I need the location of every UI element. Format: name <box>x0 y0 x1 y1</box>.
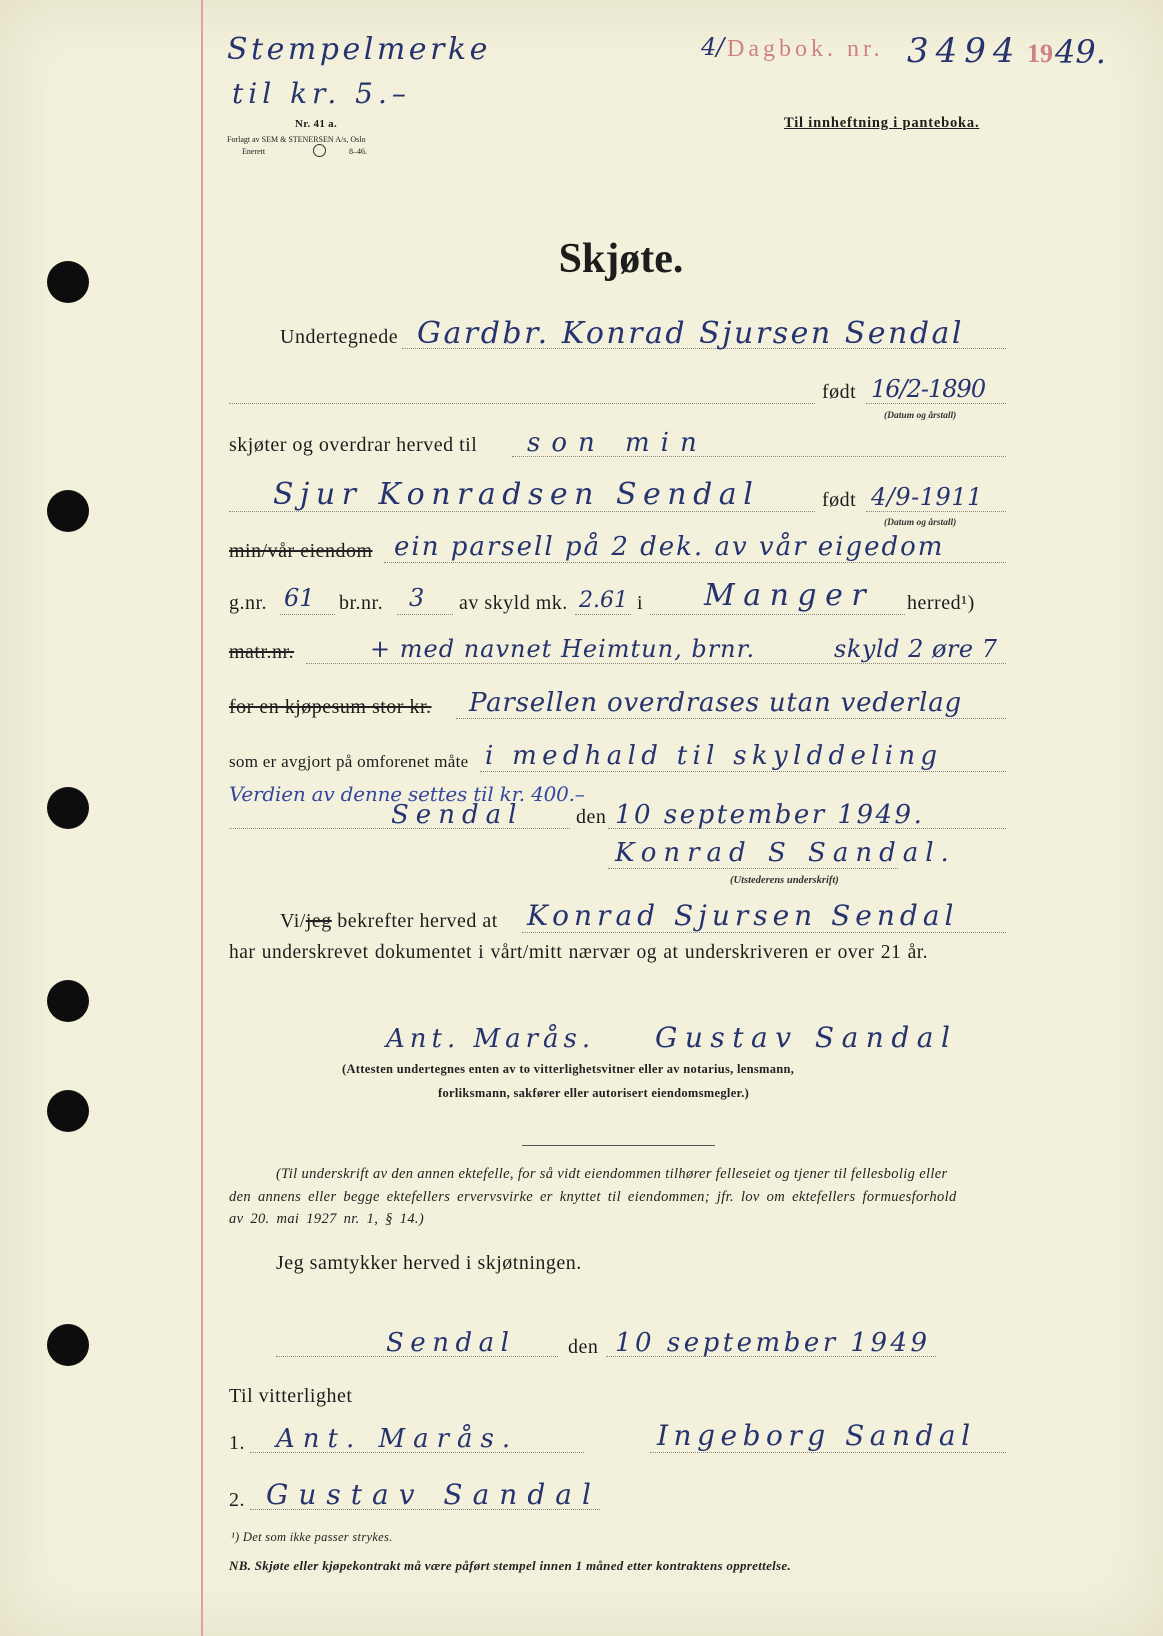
tax-label: av skyld mk. <box>459 592 568 614</box>
municipality: Manger <box>704 578 875 613</box>
stamp-note-line-1: Stempelmerke <box>227 32 491 67</box>
grantee-born-line <box>866 511 1006 512</box>
attestation-note-1: (Attesten undertegnes enten av to vitterlighetsvitner eller av notarius, lensmann, <box>342 1062 795 1076</box>
punch-hole <box>47 261 89 303</box>
execution-place: Sendal <box>391 800 524 830</box>
spouse-consent-text: Jeg samtykker herved i skjøtningen. <box>276 1252 582 1274</box>
journal-label: Dagbok. nr. <box>727 36 884 62</box>
municipality-line <box>650 614 905 615</box>
footnote-nb: NB. Skjøte eller kjøpekontrakt må være påført stempel innen 1 måned etter kontraktens opprettelse. <box>229 1558 792 1573</box>
settlement-label: som er avgjort på omforenet måte <box>229 752 469 771</box>
property-line <box>384 562 1006 563</box>
attestation-confirm: bekrefter herved at <box>331 910 498 932</box>
spouse-instruction-2: den annens eller begge ektefellers ervervsvirke er knyttet til eiendommen; jfr. lov om ektefellers formuesforhold <box>229 1189 957 1205</box>
journal-mark: 4/ <box>701 33 725 61</box>
brnr-label: br.nr. <box>339 592 384 614</box>
price-value: Parsellen overdrases utan vederlag <box>469 688 962 718</box>
stamp-note-line-2: til kr. 5.– <box>232 77 411 110</box>
page-title: Skjøte. <box>558 236 684 282</box>
grantor-name: Gardbr. Konrad Sjursen Sendal <box>417 316 965 351</box>
binding-note: Til innheftning i panteboka. <box>784 115 980 131</box>
settlement-valuation: Verdien av denne settes til kr. 400.– <box>229 782 585 806</box>
issuer-signature-label: (Utstederens underskrift) <box>730 875 839 886</box>
spouse-signature: Ingeborg Sandal <box>657 1419 976 1452</box>
gnr-value: 61 <box>284 584 315 612</box>
margin-rule <box>201 0 203 1636</box>
property-description: ein parsell på 2 dek. av vår eigedom <box>394 532 945 562</box>
punch-hole <box>47 490 89 532</box>
issuer-signature-line <box>608 868 898 869</box>
attestation-witness-2: Gustav Sandal <box>655 1021 958 1054</box>
brnr-line <box>397 614 453 615</box>
grantee-name: Sjur Konradsen Sendal <box>273 477 760 512</box>
punch-hole <box>47 787 89 829</box>
witness-heading: Til vitterlighet <box>229 1385 353 1407</box>
witness-1-signature: Ant. Marås. <box>276 1424 519 1454</box>
journal-number: 3494 <box>907 31 1022 71</box>
execution-den-label: den <box>576 806 607 828</box>
spouse-date: 10 september 1949 <box>615 1328 931 1358</box>
execution-date: 10 september 1949. <box>615 800 925 830</box>
punch-hole <box>47 1324 89 1366</box>
spouse-instruction-3: av 20. mai 1927 nr. 1, § 14.) <box>229 1211 425 1227</box>
attestation-we: Vi/ <box>280 910 306 932</box>
grantor-date-hint: (Datum og årstall) <box>884 411 957 421</box>
publisher: Forlagt av SEM & STENERSEN A/s, Oslo <box>227 135 366 144</box>
price-line <box>456 718 1006 719</box>
matr-tax: skyld 2 øre 7 <box>834 635 998 663</box>
matr-line <box>306 663 1006 664</box>
grantee-born-label: født <box>822 489 857 511</box>
attestation-label <box>280 911 498 931</box>
journal-year-printed: 19 <box>1027 39 1053 68</box>
tax-value: 2.61 <box>579 588 628 613</box>
matr-value: + med navnet Heimtun, brnr. <box>370 635 756 663</box>
witness-2-signature: Gustav Sandal <box>266 1478 601 1511</box>
spouse-signature-line <box>650 1452 1006 1453</box>
attestation-note-2: forliksmann, sakfører eller autorisert eiendomsmegler.) <box>438 1086 750 1100</box>
spouse-instruction-1: (Til underskrift av den annen ektefelle, for så vidt eiendommen tilhører felleseiet og tjener til fellesbolig eller <box>276 1166 948 1182</box>
copyright: Enerett <box>242 147 266 156</box>
section-divider <box>522 1145 715 1146</box>
issuer-signature: Konrad S Sandal. <box>615 838 956 868</box>
gnr-label: g.nr. <box>229 592 268 614</box>
settlement-line <box>480 771 1006 772</box>
punch-hole <box>47 1090 89 1132</box>
spouse-place: Sendal <box>386 1328 516 1358</box>
in-label: i <box>637 592 644 614</box>
publisher-logo-icon <box>313 144 326 157</box>
blank-line <box>229 403 815 404</box>
form-number: Nr. 41 a. <box>295 118 338 130</box>
journal-year-written: 49. <box>1055 33 1106 71</box>
attestation-signer: Konrad Sjursen Sendal <box>527 899 959 932</box>
grantee-date-hint: (Datum og årstall) <box>884 518 957 528</box>
attestation-i-struck: jeg <box>305 910 332 932</box>
conveyance-recipient: son min <box>527 428 708 458</box>
witness-1-number: 1. <box>229 1432 245 1454</box>
punch-hole <box>47 980 89 1022</box>
settlement-value: i medhald til skylddeling <box>485 741 943 771</box>
gnr-line <box>280 614 335 615</box>
attestation-witness-1: Ant. Marås. <box>386 1024 596 1054</box>
attestation-line <box>522 932 1006 933</box>
grantor-born: 16/2-1890 <box>871 375 986 403</box>
herred-label: herred¹) <box>907 592 975 614</box>
tax-line <box>575 614 631 615</box>
edition: 8–46. <box>349 147 367 156</box>
brnr-value: 3 <box>409 584 425 612</box>
grantee-born: 4/9-1911 <box>871 483 983 511</box>
grantor-label: Undertegnede <box>280 326 399 348</box>
witness-2-number: 2. <box>229 1489 245 1511</box>
property-label-struck: min/vår eiendom <box>229 540 373 562</box>
conveyance-label: skjøter og overdrar herved til <box>229 434 478 456</box>
grantor-born-label: født <box>822 381 857 403</box>
attestation-statement: har underskrevet dokumentet i vårt/mitt nærvær og at underskriveren er over 21 år. <box>229 942 929 963</box>
footnote-strike: ¹) Det som ikke passer strykes. <box>231 1530 393 1544</box>
grantor-born-line <box>866 403 1006 404</box>
price-label-struck: for en kjøpesum stor kr. <box>229 696 432 718</box>
spouse-den-label: den <box>568 1336 599 1358</box>
matr-label-struck: matr.nr. <box>229 641 295 663</box>
